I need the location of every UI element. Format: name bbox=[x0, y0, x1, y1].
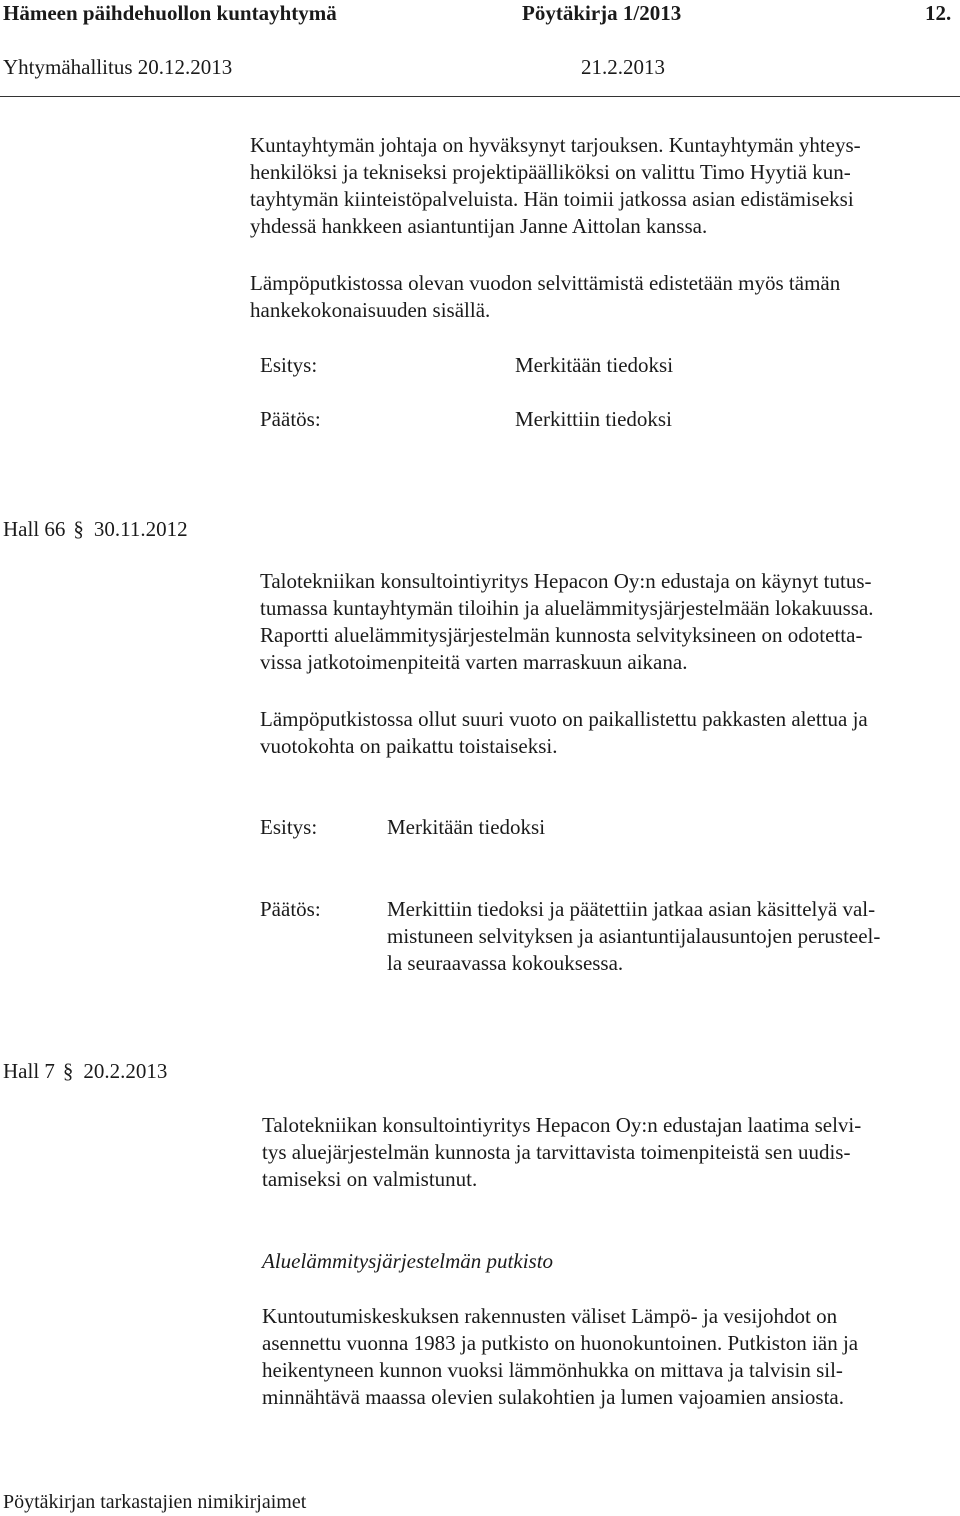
text-line: tys aluejärjestelmän kunnosta ja tarvittavista toimenpiteistä sen uudis- bbox=[262, 1140, 851, 1164]
section-66-decision-label: Päätös: bbox=[260, 897, 321, 921]
section-date: 30.11.2012 bbox=[93, 517, 188, 541]
section-66-title bbox=[3, 516, 188, 543]
text-line: Raportti aluelämmitysjärjestelmän kunnosta selvityksineen on odotetta- bbox=[260, 623, 863, 647]
section-7-paragraph-1 bbox=[262, 1112, 957, 1193]
text-line: Lämpöputkistossa ollut suuri vuoto on paikallistettu pakkasten alettua ja bbox=[260, 707, 868, 731]
section-7-subheading: Aluelämmitysjärjestelmän putkisto bbox=[262, 1249, 554, 1273]
text-line: Merkittiin tiedoksi ja päätettiin jatkaa asian käsittelyä val- bbox=[387, 897, 876, 921]
header-top-row bbox=[3, 0, 958, 28]
text-line: vuotokohta on paikattu toistaiseksi. bbox=[260, 734, 558, 758]
section-7-paragraph-2 bbox=[262, 1303, 957, 1411]
text-line: Kuntoutumiskeskuksen rakennusten väliset Lämpö- ja vesijohdot on bbox=[262, 1304, 838, 1328]
text-line: tamiseksi on valmistunut. bbox=[262, 1167, 478, 1191]
text-line: la seuraavassa kokouksessa. bbox=[387, 951, 624, 975]
section-66-paragraph-2 bbox=[260, 706, 955, 760]
block1-paragraph-1 bbox=[250, 132, 950, 240]
text-line: henkilöksi ja tekniseksi projektipäälliköksi on valittu Timo Hyytiä kun- bbox=[250, 160, 851, 184]
block1-decision-label: Päätös: bbox=[260, 407, 321, 431]
text-line: hankekokonaisuuden sisällä. bbox=[250, 298, 491, 322]
text-line: tayhtymän kiinteistöpalveluista. Hän toimii jatkossa asian edistämiseksi bbox=[250, 187, 854, 211]
text-line: Lämpöputkistossa olevan vuodon selvittämistä edistetään myös tämän bbox=[250, 271, 841, 295]
header-second-row bbox=[3, 54, 958, 82]
text-line: vissa jatkotoimenpiteitä varten marraskuun aikana. bbox=[260, 650, 688, 674]
section-66-paragraph-1 bbox=[260, 568, 955, 676]
text-line: Talotekniikan konsultointiyritys Hepacon Oy:n edustaja on käynyt tutus- bbox=[260, 569, 872, 593]
text-line: minnähtävä maassa olevien sulakohtien ja lumen vajoamien ansiosta. bbox=[262, 1385, 845, 1409]
text-line: yhdessä hankkeen asiantuntijan Janne Aittolan kanssa. bbox=[250, 214, 708, 238]
section-66-proposal-value: Merkitään tiedoksi bbox=[387, 815, 546, 839]
block1-decision-value: Merkittiin tiedoksi bbox=[515, 407, 672, 431]
section-symbol: § bbox=[62, 1059, 74, 1083]
meeting-date: 21.2.2013 bbox=[581, 55, 665, 79]
text-line: mistuneen selvityksen ja asiantuntijalausuntojen perusteel- bbox=[387, 924, 881, 948]
organization-name: Hämeen päihdehuollon kuntayhtymä bbox=[3, 1, 337, 25]
footer-initials-label: Pöytäkirjan tarkastajien nimikirjaimet bbox=[3, 1491, 307, 1513]
section-prefix: Hall 66 bbox=[3, 517, 66, 541]
section-66-proposal-label: Esitys: bbox=[260, 815, 318, 839]
text-line: Talotekniikan konsultointiyritys Hepacon Oy:n edustajan laatima selvi- bbox=[262, 1113, 862, 1137]
header-divider bbox=[0, 96, 960, 97]
section-66-decision-value bbox=[387, 896, 957, 977]
text-line: Kuntayhtymän johtaja on hyväksynyt tarjouksen. Kuntayhtymän yhteys- bbox=[250, 133, 861, 157]
text-line: asennettu vuonna 1983 ja putkisto on huonokuntoinen. Putkiston iän ja bbox=[262, 1331, 859, 1355]
section-symbol: § bbox=[73, 517, 84, 541]
text-line: heikentyneen kunnon vuoksi lämmönhukka on mittava ja talvisin sil- bbox=[262, 1358, 843, 1382]
page-number: 12. bbox=[925, 1, 952, 25]
block1-paragraph-2 bbox=[250, 270, 950, 324]
meeting-body: Yhtymähallitus 20.12.2013 bbox=[3, 55, 233, 79]
block1-proposal-value: Merkitään tiedoksi bbox=[515, 353, 674, 377]
section-date: 20.2.2013 bbox=[83, 1059, 168, 1083]
text-line: tumassa kuntayhtymän tiloihin ja aluelämmitysjärjestelmään lokakuussa. bbox=[260, 596, 874, 620]
section-7-title bbox=[3, 1058, 167, 1085]
section-prefix: Hall 7 bbox=[3, 1059, 55, 1083]
document-id: Pöytäkirja 1/2013 bbox=[522, 1, 682, 25]
block1-proposal-label: Esitys: bbox=[260, 353, 318, 377]
